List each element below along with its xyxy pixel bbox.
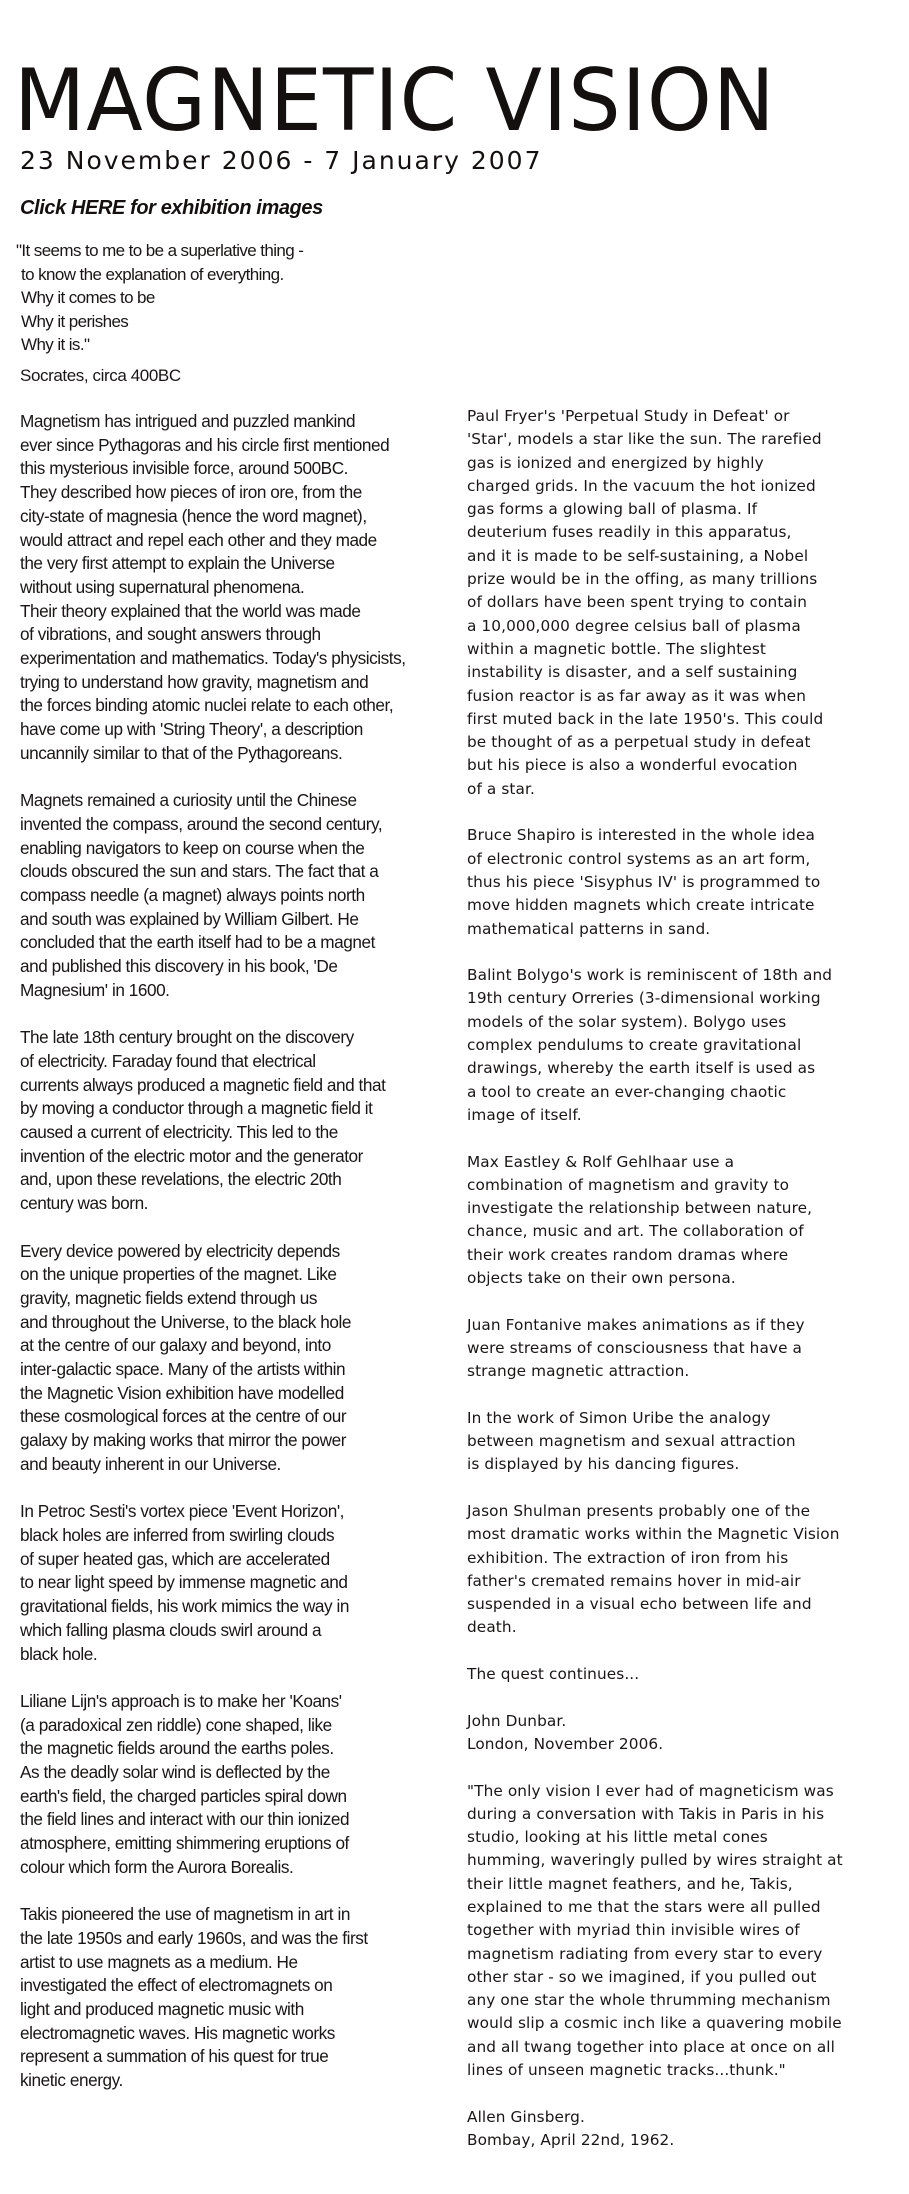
text-line: together with myriad thin invisible wires of	[467, 1921, 800, 1940]
text-line: first muted back in the late 1950's. This could	[467, 709, 824, 728]
text-line: prize would be in the offing, as many trillions	[467, 570, 818, 589]
text-line: the forces binding atomic nuclei relate to each other,	[20, 695, 394, 716]
text-line: fusion reactor is as far away as it was when	[467, 686, 806, 705]
text-line: Takis pioneered the use of magnetism in art in	[20, 1904, 350, 1925]
text-line: and throughout the Universe, to the black hole	[20, 1311, 351, 1332]
text-line: concluded that the earth itself had to be a magnet	[20, 932, 375, 953]
text-line: explained to me that the stars were all pulled	[467, 1898, 821, 1916]
text-line: Bombay, April 22nd, 1962.	[467, 2130, 675, 2149]
article-paragraph	[467, 1151, 907, 1291]
text-line: humming, waveringly pulled by wires straight at	[467, 1851, 843, 1870]
left-column	[20, 410, 460, 2117]
text-line: move hidden magnets which create intricate	[467, 896, 815, 915]
text-line: which falling plasma clouds swirl around a	[20, 1619, 322, 1640]
text-line: image of itself.	[467, 1105, 582, 1124]
text-line: but his piece is also a wonderful evocation	[467, 756, 798, 775]
article-paragraph	[467, 1407, 907, 1477]
text-line: gravitational fields, his work mimics the way in	[20, 1596, 349, 1617]
epigraph-quote	[16, 239, 303, 357]
text-line: their work creates random dramas where	[467, 1245, 789, 1264]
article-paragraph	[467, 2106, 907, 2153]
text-line: most dramatic works within the Magnetic Vision	[467, 1525, 840, 1544]
article-paragraph	[467, 1710, 907, 1757]
right-column	[467, 405, 907, 2176]
text-line: these cosmological forces at the centre of our	[20, 1406, 347, 1427]
text-line: Juan Fontanive makes animations as if they	[467, 1315, 805, 1334]
text-line: charged grids. In the vacuum the hot ionized	[467, 476, 816, 495]
text-line: trying to understand how gravity, magnetism and	[20, 671, 369, 692]
quote-line: Why it is."	[21, 335, 90, 354]
text-line: currents always produced a magnetic field and that	[20, 1074, 386, 1095]
article-paragraph	[467, 824, 907, 940]
text-line: and beauty inherent in our Universe.	[20, 1453, 281, 1474]
text-line: strange magnetic attraction.	[467, 1362, 690, 1381]
text-line: Jason Shulman presents probably one of the	[467, 1501, 811, 1520]
article-paragraph	[20, 1690, 460, 1880]
text-line: models of the solar system). Bolygo uses	[467, 1012, 787, 1031]
page-title: MAGNETIC VISION	[14, 51, 776, 151]
text-line: Paul Fryer's 'Perpetual Study in Defeat' or	[467, 407, 790, 425]
text-line: invention of the electric motor and the generator	[20, 1145, 363, 1166]
text-line: invented the compass, around the second century,	[20, 813, 383, 834]
text-line: have come up with 'String Theory', a description	[20, 719, 363, 740]
exhibition-dates: 23 November 2006 - 7 January 2007	[20, 146, 543, 175]
text-line: Balint Bolygo's work is reminiscent of 18th and	[467, 966, 833, 985]
text-line: exhibition. The extraction of iron from his	[467, 1548, 789, 1567]
text-line: As the deadly solar wind is deflected by the	[20, 1762, 330, 1782]
text-line: their little magnet feathers, and he, Takis,	[467, 1874, 793, 1893]
text-line: The quest continues...	[467, 1665, 640, 1684]
text-line: experimentation and mathematics. Today's physicists,	[20, 648, 406, 669]
text-line: colour which form the Aurora Borealis.	[20, 1856, 294, 1877]
article-paragraph	[20, 1903, 460, 2093]
text-line: of dollars have been spent trying to contain	[467, 593, 808, 612]
text-line: gravity, magnetic fields extend through us	[20, 1287, 318, 1308]
text-line: gas forms a glowing ball of plasma. If	[467, 500, 758, 519]
text-line: instability is disaster, and a self sustaining	[467, 663, 798, 682]
text-line: (a paradoxical zen riddle) cone shaped, like	[20, 1714, 332, 1735]
article-paragraph	[20, 410, 460, 766]
text-line: black holes are inferred from swirling clouds	[20, 1524, 335, 1545]
text-line: and it is made to be self-sustaining, a Nobel	[467, 546, 809, 565]
epigraph-attribution: Socrates, circa 400BC	[20, 366, 181, 385]
exhibition-images-link[interactable]: Click HERE for exhibition images	[20, 197, 323, 219]
text-line: In Petroc Sesti's vortex piece 'Event Horizon',	[20, 1501, 345, 1522]
text-line: and published this discovery in his book, 'De	[20, 956, 338, 977]
text-line: caused a current of electricity. This led to the	[20, 1122, 338, 1143]
text-line: uncannily similar to that of the Pythagoreans.	[20, 742, 343, 763]
text-line: atmosphere, emitting shimmering eruptions of	[20, 1833, 349, 1854]
text-line: father's cremated remains hover in mid-air	[467, 1571, 801, 1590]
text-line: kinetic energy.	[20, 2070, 123, 2091]
text-line: and south was explained by William Gilbert. He	[20, 908, 359, 929]
text-line: the field lines and interact with our thin ionized	[20, 1809, 350, 1830]
text-line: a tool to create an ever-changing chaotic	[467, 1082, 787, 1101]
text-line: ever since Pythagoras and his circle first mentioned	[20, 434, 390, 455]
text-line: Max Eastley & Rolf Gehlhaar use a	[467, 1152, 735, 1171]
text-line: "The only vision I ever had of magneticism was	[467, 1781, 834, 1800]
text-line: lines of unseen magnetic tracks...thunk."	[467, 2061, 786, 2080]
text-line: death.	[467, 1618, 517, 1637]
text-line: and, upon these revelations, the electric 20th	[20, 1169, 342, 1190]
text-line: Liliane Lijn's approach is to make her 'Koans'	[20, 1690, 342, 1711]
text-line: combination of magnetism and gravity to	[467, 1175, 790, 1194]
text-line: John Dunbar.	[467, 1711, 567, 1730]
text-line: of a star.	[467, 779, 535, 798]
text-line: without using supernatural phenomena.	[20, 576, 305, 597]
text-line: inter-galactic space. Many of the artists within	[20, 1359, 346, 1380]
article-paragraph	[20, 789, 460, 1002]
text-line: were streams of consciousness that have a	[467, 1338, 803, 1357]
text-line: complex pendulums to create gravitational	[467, 1036, 802, 1055]
text-line: at the centre of our galaxy and beyond, into	[20, 1335, 331, 1356]
text-line: of electronic control systems as an art form,	[467, 849, 811, 868]
text-line: In the work of Simon Uribe the analogy	[467, 1408, 771, 1427]
text-line: the magnetic fields around the earths poles.	[20, 1738, 334, 1759]
text-line: Bruce Shapiro is interested in the whole idea	[467, 826, 815, 845]
text-line: thus his piece 'Sisyphus IV' is programmed to	[467, 872, 821, 891]
text-line: artist to use magnets as a medium. He	[20, 1951, 298, 1972]
text-line: represent a summation of his quest for true	[20, 2046, 329, 2067]
text-line: chance, music and art. The collaboration of	[467, 1222, 804, 1241]
text-line: galaxy by making works that mirror the power	[20, 1430, 346, 1451]
text-line: investigate the relationship between nature,	[467, 1199, 813, 1218]
text-line: mathematical patterns in sand.	[467, 919, 711, 938]
quote-line: to know the explanation of everything.	[21, 264, 284, 284]
text-line: electromagnetic waves. His magnetic works	[20, 2022, 335, 2043]
text-line: would attract and repel each other and they made	[20, 529, 377, 550]
text-line: Magnetism has intrigued and puzzled mankind	[20, 411, 356, 431]
text-line: city-state of magnesia (hence the word magnet),	[20, 505, 367, 526]
article-paragraph	[467, 1780, 907, 2083]
text-line: Magnets remained a curiosity until the Chinese	[20, 790, 357, 811]
text-line: would slip a cosmic inch like a quavering mobile	[467, 2014, 842, 2033]
article-paragraph	[20, 1500, 460, 1666]
text-line: Allen Ginsberg.	[467, 2107, 585, 2126]
text-line: drawings, whereby the earth itself is used as	[467, 1059, 816, 1078]
text-line: clouds obscured the sun and stars. The fact that a	[20, 861, 379, 882]
text-line: to near light speed by immense magnetic and	[20, 1572, 348, 1593]
text-line: black hole.	[20, 1643, 98, 1664]
text-line: is displayed by his dancing figures.	[467, 1455, 740, 1474]
article-paragraph	[467, 1663, 907, 1686]
text-line: of electricity. Faraday found that electrical	[20, 1050, 316, 1071]
text-line: Every device powered by electricity depends	[20, 1240, 340, 1261]
article-paragraph	[467, 964, 907, 1127]
text-line: this mysterious invisible force, around 500BC.	[20, 458, 348, 479]
text-line: and all twang together into place at once on all	[467, 2037, 836, 2056]
text-line: a 10,000,000 degree celsius ball of plasma	[467, 616, 801, 635]
text-line: compass needle (a magnet) always points north	[20, 885, 365, 906]
text-line: gas is ionized and energized by highly	[467, 453, 764, 472]
text-line: studio, looking at his little metal cones	[467, 1828, 768, 1847]
article-paragraph	[20, 1240, 460, 1477]
text-line: magnetism radiating from every star to every	[467, 1944, 823, 1963]
text-line: within a magnetic bottle. The slightest	[467, 639, 767, 658]
article-paragraph	[20, 1026, 460, 1216]
article-paragraph	[467, 1500, 907, 1640]
text-line: suspended in a visual echo between life and	[467, 1595, 812, 1614]
text-line: of super heated gas, which are accelerated	[20, 1548, 330, 1569]
text-line: 'Star', models a star like the sun. The rarefied	[467, 430, 822, 449]
text-line: light and produced magnetic music with	[20, 1999, 304, 2020]
text-line: of vibrations, and sought answers through	[20, 624, 321, 645]
text-line: by moving a conductor through a magnetic field it	[20, 1098, 373, 1119]
text-line: any one star the whole thrumming mechanism	[467, 1991, 831, 2010]
text-line: during a conversation with Takis in Paris in his	[467, 1804, 825, 1823]
text-line: enabling navigators to keep on course when the	[20, 837, 365, 858]
text-line: The late 18th century brought on the discovery	[20, 1027, 354, 1048]
article-paragraph	[467, 1314, 907, 1384]
text-line: Their theory explained that the world was made	[20, 600, 361, 621]
quote-line: Why it perishes	[21, 311, 129, 331]
article-paragraph	[467, 405, 907, 801]
text-line: the late 1950s and early 1960s, and was the first	[20, 1927, 368, 1948]
text-line: 19th century Orreries (3-dimensional working	[467, 989, 821, 1008]
text-line: between magnetism and sexual attraction	[467, 1432, 796, 1451]
text-line: They described how pieces of iron ore, from the	[20, 482, 362, 503]
text-line: investigated the effect of electromagnets on	[20, 1975, 333, 1996]
text-line: Magnesium' in 1600.	[20, 979, 170, 1000]
text-line: objects take on their own persona.	[467, 1268, 736, 1287]
text-line: be thought of as a perpetual study in defeat	[467, 733, 811, 752]
quote-line: "It seems to me to be a superlative thing -	[16, 241, 304, 260]
text-line: the very first attempt to explain the Universe	[20, 553, 335, 574]
text-line: on the unique properties of the magnet. Like	[20, 1264, 337, 1285]
quote-line: Why it comes to be	[21, 288, 155, 307]
text-line: London, November 2006.	[467, 1734, 664, 1753]
text-line: earth's field, the charged particles spiral down	[20, 1785, 347, 1806]
text-line: other star - so we imagined, if you pulled out	[467, 1967, 817, 1986]
text-line: deuterium fuses readily in this apparatus,	[467, 523, 792, 542]
text-line: century was born.	[20, 1193, 149, 1214]
text-line: the Magnetic Vision exhibition have modelled	[20, 1382, 344, 1403]
